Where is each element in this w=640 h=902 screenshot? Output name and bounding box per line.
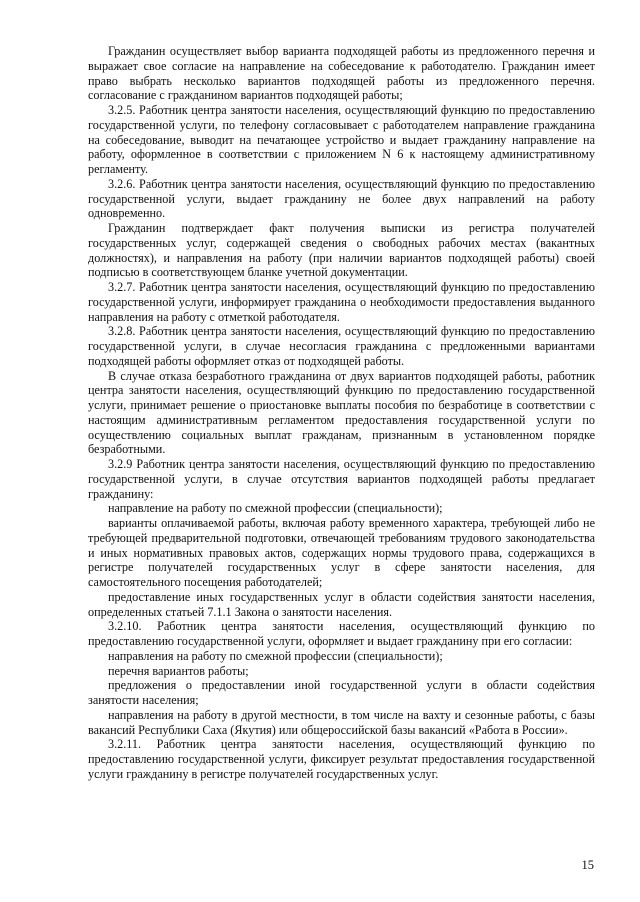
- paragraph-3-2-11: 3.2.11. Работник центра занятости населения, осуществляющий функцию по предоставлению государственной услуги, фиксирует результат предоставления государственной услуги гражданину в регистре получателей государственных услуг.: [88, 737, 595, 781]
- list-item: варианты оплачиваемой работы, включая работу временного характера, требующей либо не требующей предварительной подготовки, отвечающей требованиям трудового законодательства и иных нормативных правовых актов, содержащих нормы трудового права, содержащихся в регистре получателей государственных услуг в сфере занятости населения, для самостоятельного посещения работодателей;: [88, 516, 595, 589]
- paragraph-3-2-7: 3.2.7. Работник центра занятости населения, осуществляющий функцию по предоставлению государственной услуги, информирует гражданина о необходимости предоставления выданного направления на работу с отметкой работодателя.: [88, 280, 595, 324]
- paragraph-3-2-9: 3.2.9 Работник центра занятости населения, осуществляющий функцию по предоставлению государственной услуги, в случае отсутствия вариантов подходящей работы предлагает гражданину:: [88, 457, 595, 501]
- list-item: направление на работу по смежной профессии (специальности);: [108, 501, 443, 516]
- list-item: направления на работу по смежной профессии (специальности);: [108, 648, 443, 663]
- list-item: предоставление иных государственных услуг в области содействия занятости населения, определенных статьей 7.1.1 Закона о занятости населения.: [88, 589, 595, 619]
- paragraph: Гражданин подтверждает факт получения выписки из регистра получателей государственных услуг, содержащей сведения о свободных рабочих местах (вакантных должностях), и направления на работу (при наличии вариантов подходящей работы) своей подписью в соответствующем бланке учетной документации.: [88, 221, 595, 280]
- paragraph: В случае отказа безработного гражданина от двух вариантов подходящей работы, работник центра занятости населения, осуществляющий функцию по предоставлению государственной услуги, принимает решение о приостановке выплаты пособия по безработице в соответствии с настоящим административным регламентом предоставления государственной услуги по осуществлению социальных выплат гражданам, признанным в установленном порядке безработными.: [88, 368, 595, 457]
- list-item: перечня вариантов работы;: [108, 663, 249, 678]
- paragraph-3-2-6: 3.2.6. Работник центра занятости населения, осуществляющий функцию по предоставлению государственной услуги, выдает гражданину не более двух направлений на работу одновременно.: [88, 176, 595, 221]
- list-item: предложения о предоставлении иной государственной услуги в области содействия занятости населения;: [88, 678, 595, 707]
- paragraph-3-2-8: 3.2.8. Работник центра занятости населения, осуществляющий функцию по предоставлению государственной услуги, в случае несогласия гражданина с предложенными вариантами подходящей работы оформляет отказ от подходящей работы.: [88, 324, 595, 368]
- list-item: направления на работу в другой местности, в том числе на вахту и сезонные работы, с базы вакансий Республики Саха (Якутия) или общероссийской базы вакансий «Работа в России».: [88, 707, 595, 737]
- page-number: 15: [581, 858, 594, 872]
- paragraph: Гражданин осуществляет выбор варианта подходящей работы из предложенного перечня и выражает свое согласие на направление на собеседование к работодателю. Гражданин имеет право выбрать несколько вариантов подходящей работы из предложенного перечня. согласование с гражданином вариантов подходящей работы;: [88, 44, 595, 103]
- paragraph-3-2-10: 3.2.10. Работник центра занятости населения, осуществляющий функцию по предоставлению государственной услуги, оформляет и выдает гражданину при его согласии:: [88, 619, 595, 648]
- document-body: [88, 44, 595, 782]
- paragraph-3-2-5: 3.2.5. Работник центра занятости населения, осуществляющий функцию по предоставлению государственной услуги, по телефону согласовывает с работодателем направление гражданина на собеседование, выводит на печатающее устройство и выдает гражданину направление на работу, оформленное в соответствии с приложением N 6 к настоящему административному регламенту.: [88, 103, 595, 176]
